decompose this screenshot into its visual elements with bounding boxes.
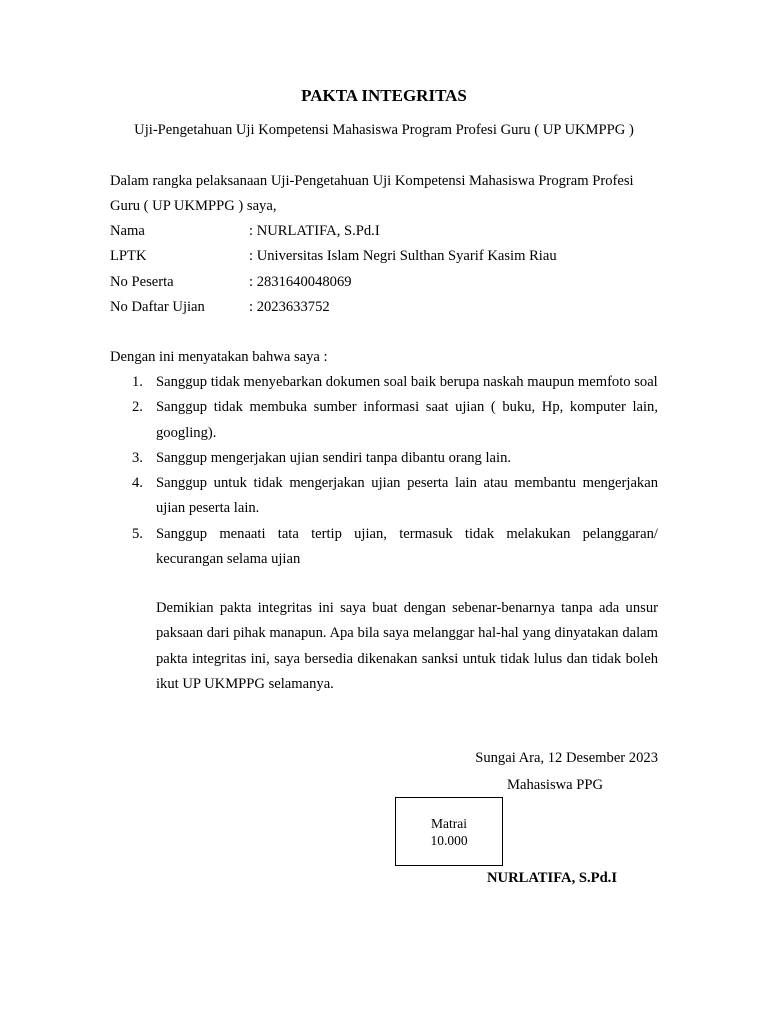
list-item-number: 5. xyxy=(132,525,143,542)
field-value: : NURLATIFA, S.Pd.I xyxy=(249,223,380,239)
list-item-number: 4. xyxy=(132,475,143,492)
document-subtitle: Uji-Pengetahuan Uji Kompetensi Mahasiswa Program Profesi Guru ( UP UKMPPG ) xyxy=(134,122,634,138)
list-item xyxy=(110,395,658,446)
list-item-number: 3. xyxy=(132,449,143,466)
stamp-label: Matrai xyxy=(431,815,467,831)
identity-fields xyxy=(110,219,670,320)
list-item-text: Sanggup menaati tata tertip ujian, termasuk tidak melakukan pelanggaran/ kecurangan selama ujian xyxy=(156,525,658,568)
field-value: : Universitas Islam Negri Sulthan Syarif Kasim Riau xyxy=(249,248,557,265)
list-item-number: 2. xyxy=(132,399,143,416)
field-value: : 2023633752 xyxy=(249,298,330,315)
statement-line: Dengan ini menyatakan bahwa saya : xyxy=(110,349,328,365)
signer-name: NURLATIFA, S.Pd.I xyxy=(487,870,618,886)
stamp-value: 10.000 xyxy=(430,832,468,848)
list-item-text: Sanggup tidak menyebarkan dokumen soal baik berupa naskah maupun memfoto soal xyxy=(156,374,658,390)
document-title: PAKTA INTEGRITAS xyxy=(301,86,467,105)
list-item-text: Sanggup mengerjakan ujian sendiri tanpa dibantu orang lain. xyxy=(156,449,512,466)
place-date: Sungai Ara, 12 Desember 2023 xyxy=(475,750,658,766)
stamp-box xyxy=(395,797,503,866)
signer-role: Mahasiswa PPG xyxy=(507,777,604,793)
list-item xyxy=(110,522,658,573)
list-item-text: Sanggup tidak membuka sumber informasi saat ujian ( buku, Hp, komputer lain, googling). xyxy=(156,399,658,441)
field-value: : 2831640048069 xyxy=(249,273,352,290)
field-label: No Peserta xyxy=(110,273,174,290)
field-row-exam-number xyxy=(110,295,670,320)
closing-paragraph: Demikian pakta integritas ini saya buat dengan sebenar-benarnya tanpa ada unsur paksaan dari pihak manapun. Apa bila saya melanggar hal-hal yang dinyatakan dalam pakta integritas ini, saya bersedia dikenakan sanksi untuk tidak lulus dan tidak boleh ikut UP UKMPPG selamanya. xyxy=(156,600,658,692)
commitment-list xyxy=(110,370,658,572)
field-label: Nama xyxy=(110,223,145,239)
list-item xyxy=(110,370,658,395)
list-item xyxy=(110,471,658,522)
list-item-text: Sanggup untuk tidak mengerjakan ujian peserta lain atau membantu mengerjakan ujian peserta lain. xyxy=(156,475,658,517)
intro-paragraph: Dalam rangka pelaksanaan Uji-Pengetahuan Uji Kompetensi Mahasiswa Program Profesi Guru ( UP UKMPPG ) saya, xyxy=(110,173,634,215)
field-label: LPTK xyxy=(110,248,147,265)
field-row-participant-number xyxy=(110,270,670,295)
field-row-name xyxy=(110,219,670,244)
list-item-number: 1. xyxy=(132,374,143,390)
field-label: No Daftar Ujian xyxy=(110,298,205,315)
field-row-lptk xyxy=(110,244,670,269)
list-item xyxy=(110,446,658,471)
